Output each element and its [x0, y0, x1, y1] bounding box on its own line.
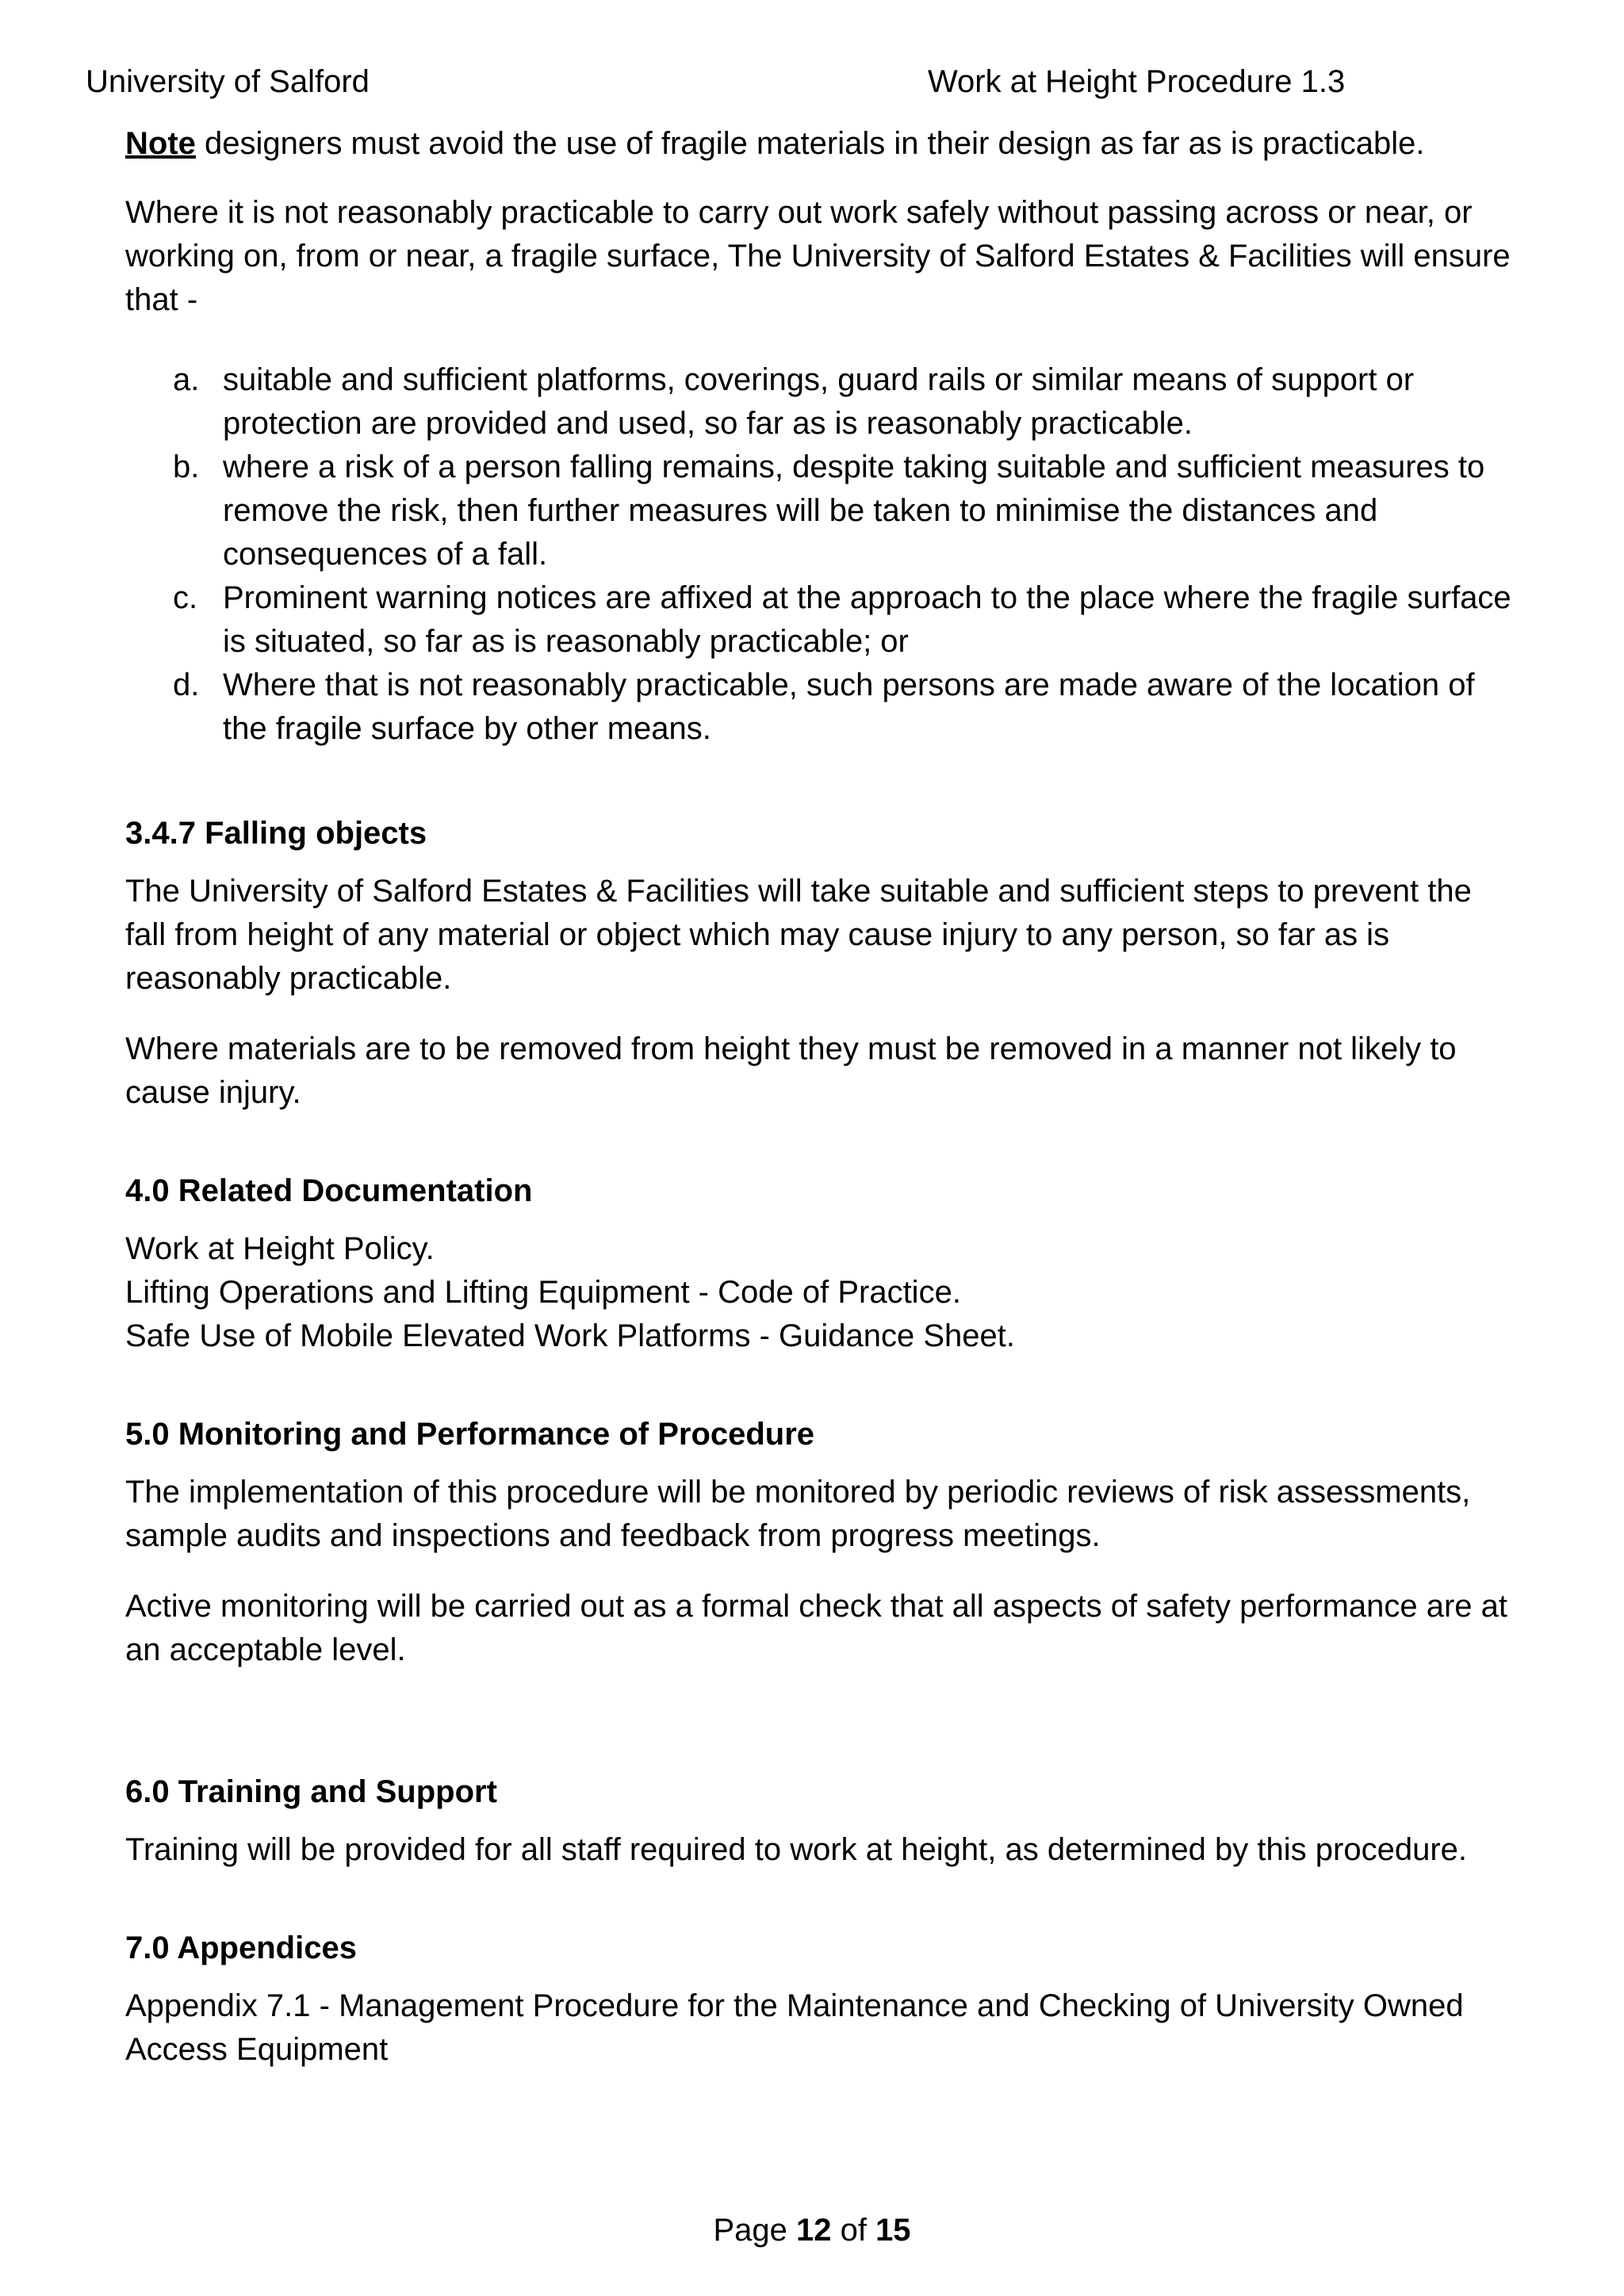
related-document-item: Safe Use of Mobile Elevated Work Platforms - Guidance Sheet. [125, 1318, 1016, 1353]
page-footer [0, 2209, 1624, 2252]
section-heading-training: 6.0 Training and Support [125, 1774, 497, 1809]
list-marker: b. [173, 450, 200, 484]
note-paragraph [125, 122, 1521, 166]
training-paragraph: Training will be provided for all staff required to work at height, as determined by this procedure. [125, 1832, 1467, 1867]
falling-objects-paragraph: The University of Salford Estates & Facilities will take suitable and sufficient steps to prevent the fall from height of any material or object which may cause injury to any person, so far as is reasonably practicable. [125, 874, 1472, 996]
list-item [125, 358, 1521, 446]
list-item-text: Where that is not reasonably practicable, such persons are made aware of the location of the fragile surface by other means. [223, 668, 1475, 746]
page-content [125, 122, 1521, 2072]
list-item [125, 664, 1521, 751]
list-item-text: where a risk of a person falling remains, despite taking suitable and sufficient measures to remove the risk, then further measures will be taken to minimise the distances and consequences of a fall. [223, 450, 1485, 572]
list-marker: c. [173, 580, 198, 615]
page-word: Page [713, 2213, 796, 2248]
measures-list [125, 358, 1521, 751]
appendix-paragraph: Appendix 7.1 - Management Procedure for the Maintenance and Checking of University Owned Access Equipment [125, 1988, 1464, 2067]
related-documents-list [125, 1227, 1521, 1358]
list-marker: a. [173, 362, 200, 397]
header-document-title: Work at Height Procedure 1.3 [928, 64, 1346, 99]
related-document-item: Work at Height Policy. [125, 1231, 435, 1266]
section-heading-monitoring: 5.0 Monitoring and Performance of Procedure [125, 1417, 815, 1452]
list-item-text: suitable and sufficient platforms, coverings, guard rails or similar means of support or protection are provided and used, so far as is reasonably practicable. [223, 362, 1415, 441]
page-header [86, 60, 1538, 103]
active-monitoring-paragraph: Active monitoring will be carried out as a formal check that all aspects of safety performance are at an acceptable level. [125, 1589, 1508, 1667]
materials-removal-paragraph: Where materials are to be removed from height they must be removed in a manner not likely to cause injury. [125, 1031, 1457, 1110]
list-item-text: Prominent warning notices are affixed at the approach to the place where the fragile surface is situated, so far as is reasonably practicable; or [223, 580, 1511, 659]
list-item [125, 446, 1521, 576]
section-heading-appendices: 7.0 Appendices [125, 1931, 357, 1965]
of-word: of [831, 2213, 876, 2248]
monitoring-paragraph: The implementation of this procedure will be monitored by periodic reviews of risk assessments, sample audits and inspections and feedback from progress meetings. [125, 1475, 1471, 1553]
section-heading-related-documentation: 4.0 Related Documentation [125, 1173, 533, 1208]
page-total: 15 [875, 2213, 911, 2248]
list-marker: d. [173, 668, 200, 702]
note-text: designers must avoid the use of fragile materials in their design as far as is practicable. [195, 126, 1425, 161]
section-heading-falling-objects: 3.4.7 Falling objects [125, 816, 427, 851]
fragile-surface-paragraph: Where it is not reasonably practicable to carry out work safely without passing across or near, or working on, from or near, a fragile surface, The University of Salford Estates & Facilities will ensure that - [125, 195, 1511, 317]
related-document-item: Lifting Operations and Lifting Equipment - Code of Practice. [125, 1275, 961, 1310]
page-number: 12 [795, 2213, 832, 2248]
list-item [125, 576, 1521, 664]
note-label: Note [125, 126, 196, 161]
header-organization: University of Salford [86, 64, 370, 99]
